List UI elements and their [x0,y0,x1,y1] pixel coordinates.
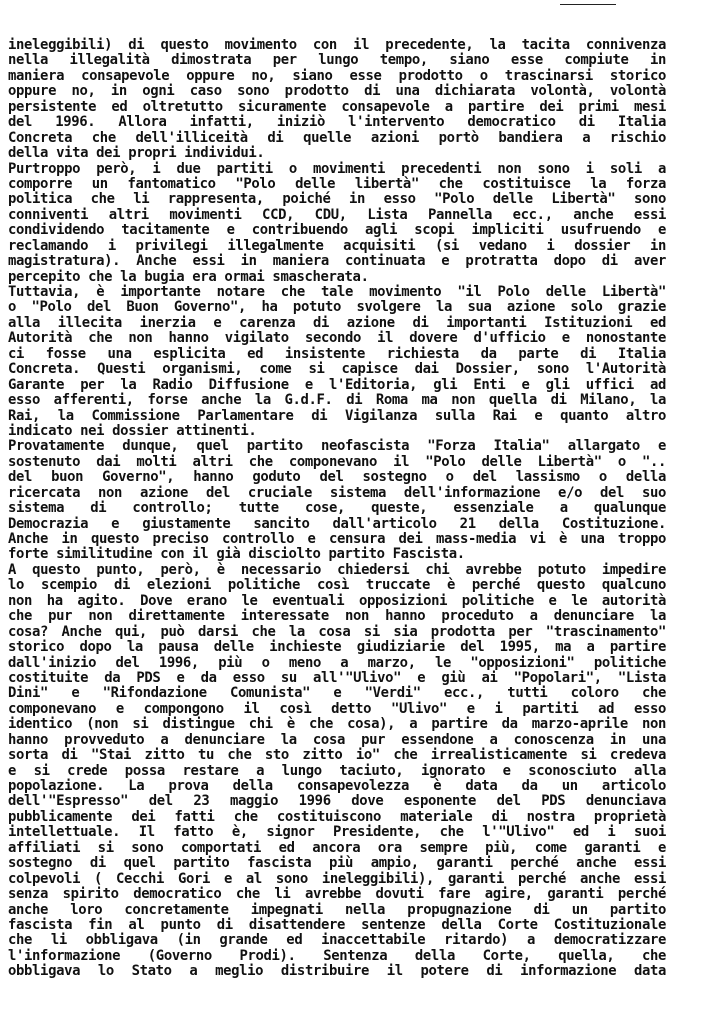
text-line: Democrazia e giustamente sancito dall'articolo 21 della Costituzione. [8,515,666,532]
text-line: obbligava lo Stato a meglio distribuire il potere di informazione data [8,963,666,980]
text-line: nella illegalità dimostrata per lungo tempo, siano esse compiute in [8,52,666,69]
text-line: dell'"Espresso" del 23 maggio 1996 dove esponente del PDS denunciava [8,793,666,810]
text-line: anche loro concretamente impegnati nella propugnazione di un partito [8,901,666,918]
text-line: costituite da PDS e da esso su all'"Ulivo" e giù ai "Popolari", "Lista [8,669,666,686]
text-line: oppure no, in ogni caso sono prodotto di una dichiarata volontà, volontà [8,83,666,100]
text-line: del 1996. Allora infatti, iniziò l'intervento democratico di Italia [8,114,666,131]
text-line: Concreta che dell'illiceità di quelle azioni portò bandiera a rischio [8,129,666,146]
text-line: forte similitudine con il già disciolto partito Fascista. [8,546,465,563]
text-line: fascista fin al punto di disattendere sentenze della Corte Costituzionale [8,916,666,933]
text-line: senza spirito democratico che li avrebbe dovuti fare agire, garanti perché [8,886,666,903]
text-line: lo scempio di elezioni politiche così truccate è perché questo qualcuno [8,577,666,594]
text-line: Dini" e "Rifondazione Comunista" e "Verdi" ecc., tutti coloro che [8,685,666,702]
text-line: alla illecita inerzia e carenza di azione di importanti Istituzioni ed [8,314,666,331]
text-line: percepito che la bugia era ormai smascherata. [8,268,369,285]
text-line: intellettuale. Il fatto è, signor Presidente, che l'"Ulivo" ed i suoi [8,824,666,841]
text-line: ineleggibili) di questo movimento con il precedente, la tacita connivenza [8,37,666,53]
text-line: ricercata non azione del cruciale sistema dell'informazione e/o del suo [8,484,666,501]
top-edge-rule [560,4,616,5]
text-line: della vita dei propri individui. [8,145,265,162]
text-line: affiliati si sono comportati ed ancora ora sempre più, come garanti e [8,839,666,856]
text-line: che pur non direttamente interessate non hanno proceduto a denunciare la [8,608,666,625]
text-line: sostegno di quel partito fascista più ampio, garanti perché anche essi [8,855,666,872]
text-line: Rai, la Commissione Parlamentare di Vigilanza sulla Rai e quanto altro [8,407,666,424]
text-line: che li obbligava (in grande ed inaccettabile ritardo) a democratizzare [8,932,666,949]
text-line: colpevoli ( Cecchi Gori e al sono ineleggibili), garanti perché anche essi [8,870,666,887]
text-line: Garante per la Radio Diffusione e l'Editoria, gli Enti e gli uffici ad [8,376,666,393]
text-line: politica che li rappresenta, poiché in esso "Polo delle Libertà" sono [8,191,666,208]
text-line: esso afferenti, forse anche la G.d.F. di Roma ma non quella di Milano, la [8,392,666,409]
text-line: maniera consapevole oppure no, siano esse prodotto o trascinarsi storico [8,67,666,84]
text-line: Tuttavia, è importante notare che tale movimento "il Polo delle Libertà" [8,284,666,300]
text-line: sistema di controllo; tutte cose, queste, essenziale a qualunque [8,500,666,517]
document-body-text [8,38,666,980]
text-line: Concreta. Questi organismi, come si capisce dai Dossier, sono l'Autorità [8,361,666,378]
text-line: Provatamente dunque, quel partito neofascista "Forza Italia" allargato e [8,438,666,455]
text-line: storico dopo la pausa delle inchieste giudiziarie del 1995, ma a partire [8,639,666,656]
text-line: hanno provveduto a denunciare la cosa pur essendone a conoscenza in una [8,731,666,748]
text-line: comporre un fantomatico "Polo delle libertà" che costituisce la forza [8,175,666,192]
text-line: Autorità che non hanno vigilato secondo il dovere d'ufficio e nonostante [8,330,666,347]
text-line: non ha agito. Dove erano le eventuali opposizioni politiche e le autorità [8,592,666,609]
text-line: persistente ed oltretutto sicuramente consapevole a partire dei primi mesi [8,98,666,115]
text-line: indicato nei dossier attinenti. [8,422,257,439]
text-line: sorta di "Stai zitto tu che sto zitto io" che irrealisticamente si credeva [8,747,666,764]
text-line: sostenuto dai molti altri che componevano il "Polo delle Libertà" o ".. [8,453,666,470]
text-line: magistratura). Anche essi in maniera continuata e protratta dopo di aver [8,253,666,270]
text-line: Purtroppo però, i due partiti o movimenti precedenti non sono i soli a [8,160,666,177]
text-line: A questo punto, però, è necessario chiedersi chi avrebbe potuto impedire [8,561,666,578]
text-line: componevano e compongono il così detto "Ulivo" e i partiti ad esso [8,700,666,717]
text-line: ci fosse una esplicita ed insistente richiesta da parte di Italia [8,345,666,362]
text-line: o "Polo del Buon Governo", ha potuto svolgere la sua azione solo grazie [8,299,666,316]
text-line: del buon Governo", hanno goduto del sostegno o del lassismo o della [8,469,666,486]
text-line: l'informazione (Governo Prodi). Sentenza della Corte, quella, che [8,947,666,964]
text-line: pubblicamente dei fatti che costituiscono materiale di nostra proprietà [8,808,666,825]
text-line: Anche in questo preciso controllo e censura dei mass-media vi è una troppo [8,531,666,547]
text-line: conniventi altri movimenti CCD, CDU, Lista Pannella ecc., anche essi [8,206,666,223]
text-line: reclamando i privilegi illegalmente acquisiti (si vedano i dossier in [8,237,666,254]
text-line: dall'inizio del 1996, più o meno a marzo, le "opposizioni" politiche [8,654,666,671]
text-line: cosa? Anche qui, può darsi che la cosa si sia prodotta per "trascinamento" [8,623,666,640]
text-line: condividendo tacitamente e contribuendo agli scopi impliciti usufruendo e [8,222,666,239]
text-line: e si crede possa restare a lungo taciuto, ignorato e sconosciuto alla [8,762,666,779]
text-line: popolazione. La prova della consapevolezza è data da un articolo [8,778,666,794]
text-line: identico (non si distingue chi è che cosa), a partire da marzo-aprile non [8,716,666,733]
